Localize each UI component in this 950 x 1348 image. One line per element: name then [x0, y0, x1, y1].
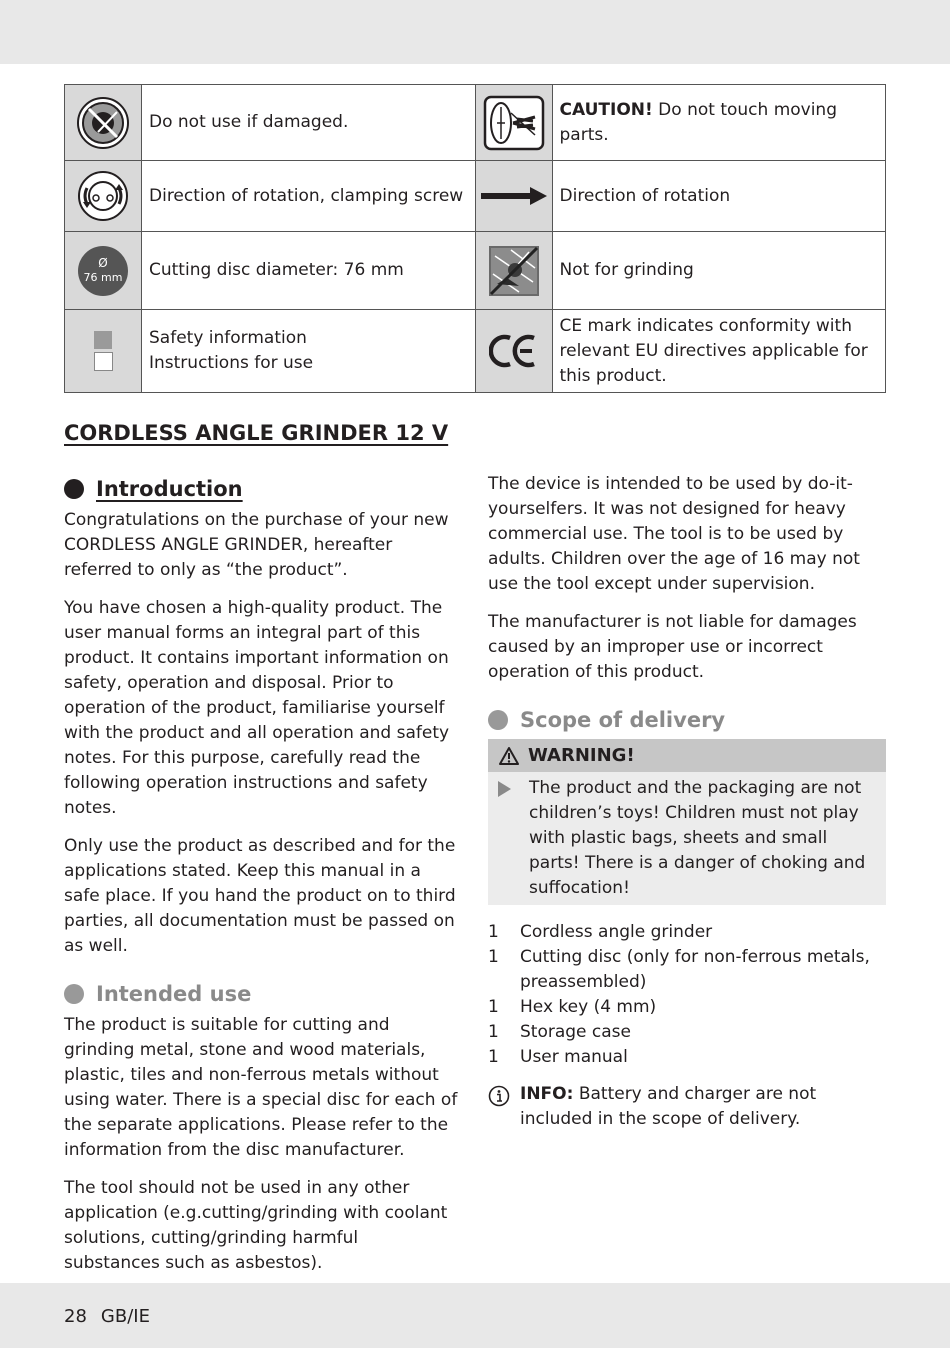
gray-square — [94, 331, 112, 349]
info-body: Battery and charger are not included in the scope of delivery. — [520, 1084, 817, 1129]
bullet-icon — [488, 710, 508, 730]
item-qty: 1 — [488, 922, 499, 942]
paragraph: The tool should not be used in any other application (e.g.cutting/grinding with coolant solutions, cutting/grinding harmful substances such as asbestos). — [64, 1178, 448, 1273]
list-item — [488, 995, 883, 1020]
paragraph: The product is suitable for cutting and grinding metal, stone and wood materials, plastic, tiles and non-ferrous metals without using water. There is a special disc for each of the separate applications. Please refer to the information from the disc manufacturer. — [64, 1015, 458, 1160]
warning-title: WARNING! — [528, 745, 635, 766]
page-title: CORDLESS ANGLE GRINDER 12 V — [64, 421, 449, 445]
symbol-text — [552, 85, 886, 161]
safety-information-text: Safety information — [149, 328, 307, 348]
no-damage-circle-icon — [65, 85, 142, 161]
paragraph: Only use the product as described and for the applications stated. Keep this manual in a safe place. If you hand the product on to third parties, all documentation must be passed on as well. — [64, 836, 456, 956]
rotation-clamping-screw-icon — [65, 161, 142, 232]
symbol-row — [65, 310, 886, 393]
list-item — [488, 920, 883, 945]
instructions-for-use-text: Instructions for use — [149, 353, 314, 373]
caution-text: Do not touch moving parts. — [559, 99, 838, 145]
intended-use-heading — [64, 979, 459, 1009]
item-qty: 1 — [488, 1022, 499, 1042]
list-item — [488, 1020, 883, 1045]
bullet-icon — [64, 984, 84, 1004]
left-column — [64, 474, 459, 1289]
disc-diameter-value: 76 mm — [83, 270, 123, 284]
introduction-heading — [64, 474, 459, 504]
info-label: INFO: — [520, 1084, 574, 1104]
heading-text: Intended use — [96, 982, 252, 1006]
delivery-list — [488, 920, 883, 1070]
item-qty: 1 — [488, 947, 499, 967]
info-note — [488, 1082, 883, 1132]
caution-label: CAUTION! — [559, 99, 653, 120]
info-icon — [488, 1085, 510, 1107]
ce-mark-icon — [475, 310, 552, 393]
no-grinding-icon — [475, 232, 552, 310]
warning-triangle-icon — [498, 746, 520, 766]
symbol-row — [65, 232, 886, 310]
heading-text: Scope of delivery — [520, 708, 726, 732]
symbol-text: CE mark indicates conformity with relevant EU directives applicable for this product. — [552, 310, 886, 393]
header-band — [0, 0, 950, 64]
symbol-text — [142, 310, 476, 393]
symbol-text: Cutting disc diameter: 76 mm — [142, 232, 476, 310]
arrow-right-icon — [475, 161, 552, 232]
item-name: Hex key (4 mm) — [520, 997, 657, 1017]
footer — [64, 1304, 164, 1329]
item-name: Storage case — [520, 1022, 631, 1042]
triangle-bullet-icon — [498, 781, 511, 797]
heading-text: Introduction — [96, 477, 243, 501]
item-qty: 1 — [488, 1047, 499, 1067]
paragraph: You have chosen a high-quality product. The user manual forms an integral part of this product. It contains important information on safety, operation and disposal. Prior to operation of the product, familiarise yourself with the product and all operation and safety notes. For this purpose, carefully read the following operation instructions and safety notes. — [64, 598, 450, 818]
list-item — [488, 1045, 883, 1070]
item-name: Cordless angle grinder — [520, 922, 713, 942]
disc-diameter-symbol: Ø — [98, 255, 108, 270]
item-name: Cutting disc (only for non-ferrous metals, preassembled) — [520, 947, 870, 992]
white-square — [94, 352, 113, 371]
warning-text: The product and the packaging are not children’s toys! Children must not play with plastic bags, sheets and small parts! There is a danger of choking and suffocation! — [529, 778, 866, 898]
page-number: 28 — [64, 1306, 87, 1327]
language-code: GB/IE — [100, 1306, 150, 1327]
warning-box — [488, 739, 886, 905]
symbol-row — [65, 85, 886, 161]
info-text — [520, 1082, 883, 1132]
symbol-table — [64, 84, 886, 393]
symbol-text: Direction of rotation, clamping screw — [142, 161, 476, 232]
symbol-text: Not for grinding — [552, 232, 886, 310]
disc-diameter-icon — [65, 232, 142, 310]
warning-body — [488, 772, 886, 905]
caution-hand-disc-icon — [475, 85, 552, 161]
item-name: User manual — [520, 1047, 628, 1067]
scope-heading — [488, 705, 883, 735]
item-qty: 1 — [488, 997, 499, 1017]
symbol-text: Direction of rotation — [552, 161, 886, 232]
paragraph: Congratulations on the purchase of your new CORDLESS ANGLE GRINDER, hereafter referred to only as “the product”. — [64, 510, 449, 580]
right-column — [488, 472, 883, 1132]
symbol-text: Do not use if damaged. — [142, 85, 476, 161]
paragraph: The manufacturer is not liable for damages caused by an improper use or incorrect operation of this product. — [488, 612, 857, 682]
warning-header — [488, 739, 886, 772]
list-item — [488, 945, 883, 995]
info-squares-icon — [65, 310, 142, 393]
bullet-icon — [64, 479, 84, 499]
paragraph: The device is intended to be used by do-it-yourselfers. It was not designed for heavy commercial use. The tool is to be used by adults. Children over the age of 16 may not use the tool except under supervision. — [488, 474, 860, 594]
symbol-row — [65, 161, 886, 232]
